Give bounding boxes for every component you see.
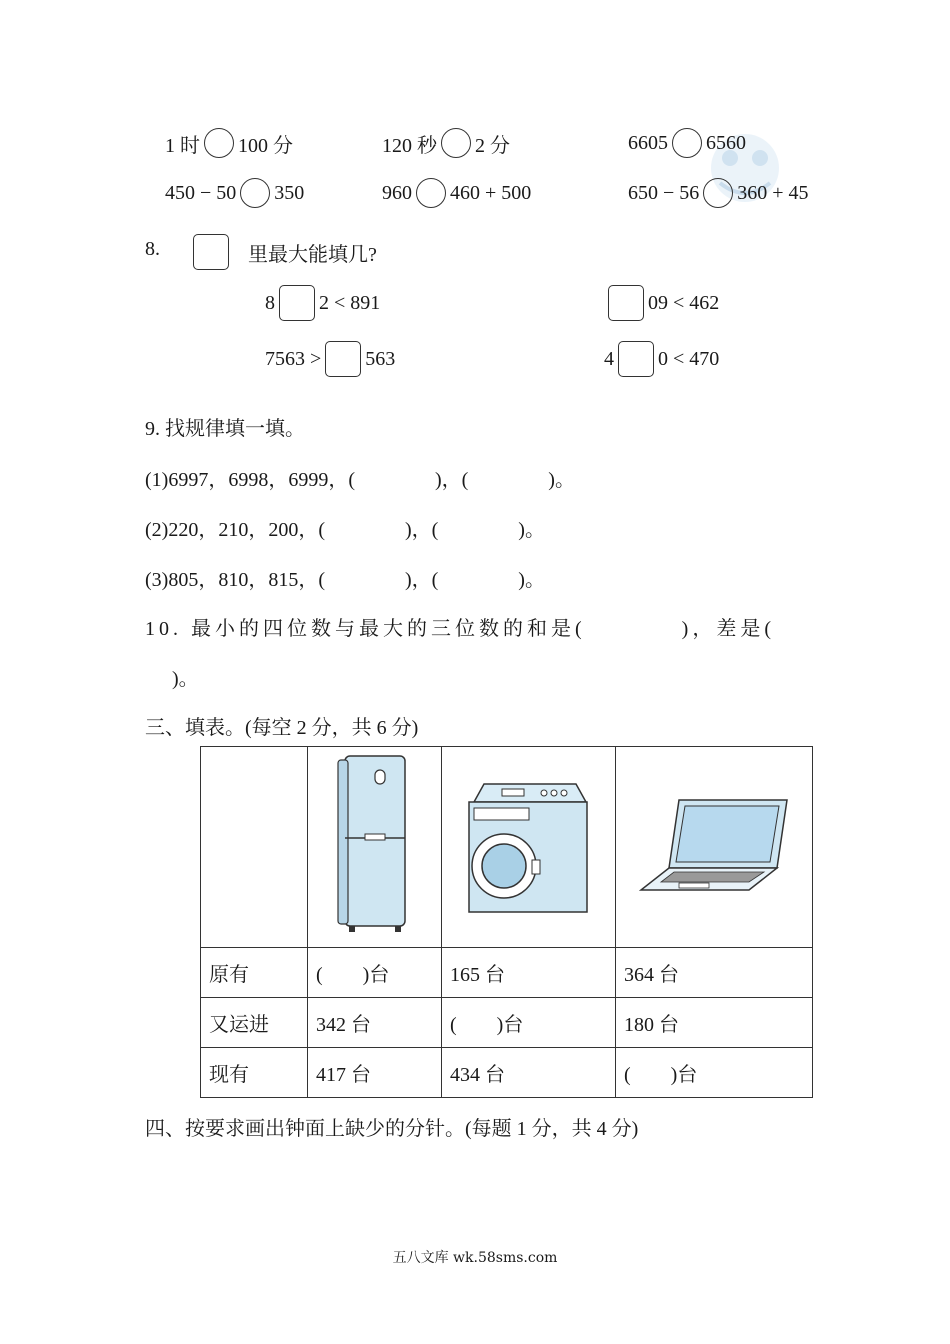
q9-title: 9. 找规律填一填。 — [145, 418, 305, 440]
compare-circle[interactable] — [416, 178, 446, 208]
compare-circle[interactable] — [240, 178, 270, 208]
table-row — [201, 998, 813, 1048]
compare-left: 960 — [382, 181, 412, 204]
compare-left: 650 − 56 — [628, 181, 700, 204]
compare-left: 1 时 — [165, 134, 200, 157]
compare-right: 350 — [274, 181, 305, 204]
table-cell: 180 台 — [616, 998, 813, 1048]
table-cell: 342 台 — [308, 998, 442, 1048]
compare-item — [628, 178, 809, 208]
table-corner — [201, 747, 308, 948]
table-row — [201, 948, 813, 998]
compare-right: 2 分 — [475, 134, 510, 157]
table-cell: 364 台 — [616, 948, 813, 998]
compare-item — [165, 178, 304, 208]
q8-box — [193, 234, 229, 275]
q8-after: 2 < 891 — [319, 291, 381, 314]
q9-line: (2)220，210，200，( )，( )。 — [145, 519, 545, 541]
q8-after: 563 — [365, 347, 396, 370]
q8-before: 7563 > — [265, 347, 322, 370]
fridge-icon — [335, 752, 415, 936]
laptop-cell — [616, 747, 813, 948]
compare-item — [382, 128, 510, 158]
table-cell: 417 台 — [308, 1048, 442, 1098]
fill-table — [200, 746, 813, 1098]
q8-before: 4 — [604, 347, 614, 370]
washing-machine-icon — [464, 774, 594, 914]
table-cell: 165 台 — [442, 948, 616, 998]
compare-item — [382, 178, 531, 208]
q8-item — [604, 341, 719, 377]
q10-line2: )。 — [172, 668, 199, 690]
table-row — [201, 1048, 813, 1098]
q8-after: 0 < 470 — [658, 347, 720, 370]
compare-circle[interactable] — [672, 128, 702, 158]
q8-after: 09 < 462 — [648, 291, 720, 314]
answer-box[interactable] — [618, 341, 654, 377]
compare-left: 6605 — [628, 131, 668, 154]
compare-right: 360 + 45 — [737, 181, 809, 204]
answer-box[interactable] — [608, 285, 644, 321]
q8-item — [265, 285, 380, 321]
table-cell[interactable]: ( )台 — [616, 1048, 813, 1098]
table-cell[interactable]: ( )台 — [442, 998, 616, 1048]
table-cell: 434 台 — [442, 1048, 616, 1098]
q8-item — [604, 285, 719, 321]
q8-number: 8. — [145, 238, 160, 260]
compare-right: 6560 — [706, 131, 746, 154]
compare-circle[interactable] — [441, 128, 471, 158]
q10-line1: 10. 最小的四位数与最大的三位数的和是( )，差是( — [145, 618, 775, 640]
q8-before: 8 — [265, 291, 275, 314]
compare-left: 120 秒 — [382, 134, 437, 157]
footer-text: 五八文库 wk.58sms.com — [392, 1250, 558, 1266]
answer-box[interactable] — [325, 341, 361, 377]
answer-box[interactable] — [279, 285, 315, 321]
table-cell[interactable]: ( )台 — [308, 948, 442, 998]
section3-title: 三、填表。(每空 2 分，共 6 分) — [145, 717, 419, 739]
compare-circle[interactable] — [703, 178, 733, 208]
washer-cell — [442, 747, 616, 948]
q9-line: (1)6997，6998，6999，( )，( )。 — [145, 469, 575, 491]
compare-left: 450 − 50 — [165, 181, 237, 204]
fridge-cell — [308, 747, 442, 948]
q8-prompt: 里最大能填几? — [248, 244, 377, 266]
compare-right: 460 + 500 — [450, 181, 532, 204]
row-label: 现有 — [201, 1048, 308, 1098]
compare-item — [628, 128, 746, 158]
compare-item — [165, 128, 293, 158]
laptop-icon — [639, 794, 789, 894]
q8-item — [265, 341, 395, 377]
section4-title: 四、按要求画出钟面上缺少的分针。(每题 1 分，共 4 分) — [145, 1118, 639, 1140]
compare-circle[interactable] — [204, 128, 234, 158]
row-label: 原有 — [201, 948, 308, 998]
compare-right: 100 分 — [238, 134, 293, 157]
q9-line: (3)805，810，815，( )，( )。 — [145, 569, 545, 591]
row-label: 又运进 — [201, 998, 308, 1048]
